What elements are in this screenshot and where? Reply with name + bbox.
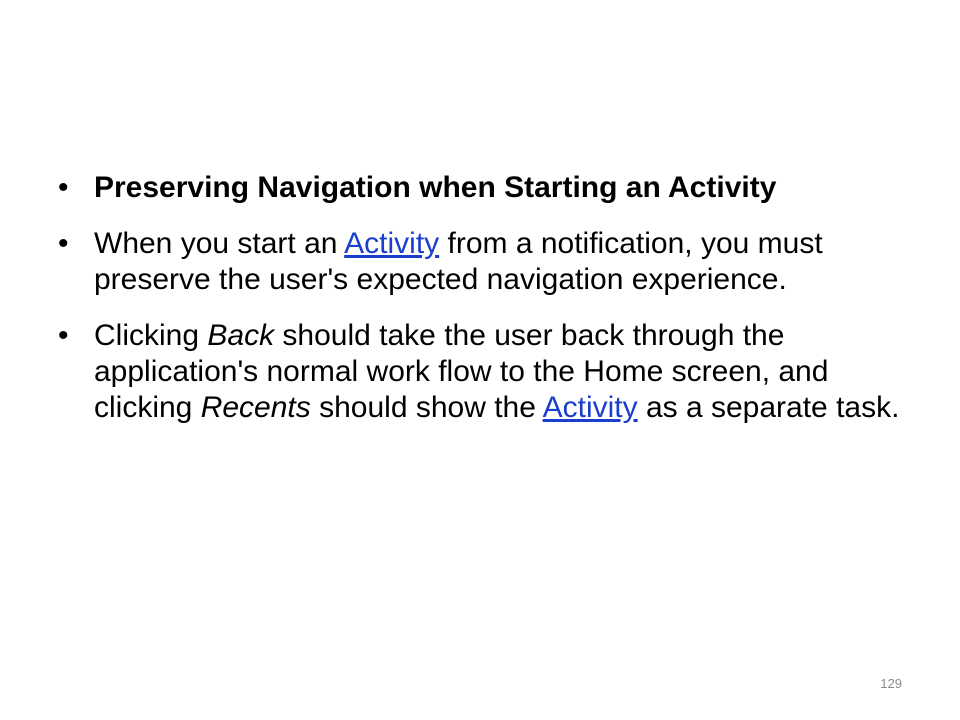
bullet-heading-text: Preserving Navigation when Starting an Activity [94, 171, 777, 204]
bullet-item-heading [58, 170, 908, 206]
bullet-item-back-recents [58, 318, 908, 426]
bullet-list [58, 170, 908, 446]
activity-link[interactable]: Activity [344, 227, 440, 260]
bullet-text: When you start an [94, 227, 345, 260]
bullet-marker: • [58, 319, 69, 352]
emphasis-back: Back [207, 319, 275, 352]
bullet-text: as a separate task. [637, 391, 900, 424]
bullet-item-notification [58, 226, 908, 298]
bullet-text: should show the [310, 391, 543, 424]
bullet-text: Clicking [94, 319, 208, 352]
emphasis-recents: Recents [200, 391, 311, 424]
slide-number: 129 [880, 676, 902, 691]
bullet-marker: • [58, 171, 69, 204]
bullet-text: should take the user back through the application's normal work flow to the Home screen, and clicking [94, 319, 829, 424]
bullet-marker: • [58, 227, 69, 260]
activity-link[interactable]: Activity [542, 391, 638, 424]
bullet-text: from a notification, you must preserve the user's expected navigation experience. [94, 227, 823, 296]
